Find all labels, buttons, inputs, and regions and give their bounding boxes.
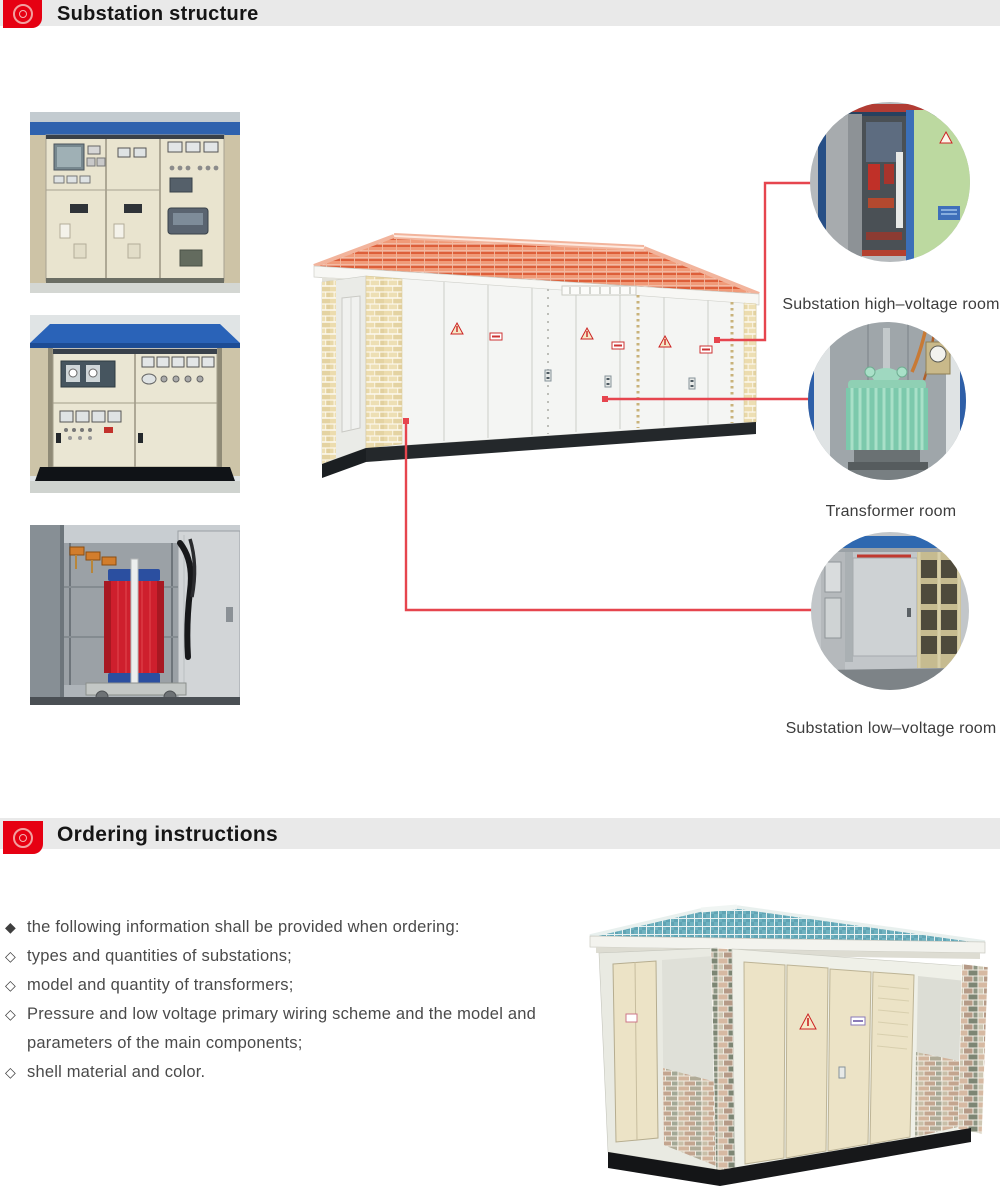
dry-transformer-illustration xyxy=(30,525,240,705)
substation-building-illustration-2 xyxy=(558,886,1000,1194)
list-item xyxy=(5,1058,585,1087)
list-item xyxy=(5,1000,585,1058)
lv-cabinets-illustration xyxy=(30,315,240,493)
list-item-text: the following information shall be provided when ordering: xyxy=(27,918,460,936)
section-bullet-icon xyxy=(3,0,42,28)
transformer-room-illustration xyxy=(808,322,966,480)
high-voltage-room-illustration xyxy=(810,102,970,262)
low-voltage-room-illustration xyxy=(811,532,969,690)
photo-transformer-room xyxy=(808,322,966,480)
substation-building-illustration xyxy=(312,226,760,480)
list-item xyxy=(5,971,585,1000)
substation-building-drawing xyxy=(312,226,760,480)
list-item-text: types and quantities of substations; xyxy=(27,947,292,965)
hv-switchgear-illustration xyxy=(30,112,240,293)
label-transformer-room: Transformer room xyxy=(825,503,957,520)
filled-diamond-bullet-icon: ◆ xyxy=(5,919,16,935)
photo-lv-cabinets xyxy=(30,315,240,493)
photo-high-voltage-room xyxy=(810,102,970,262)
list-item xyxy=(5,942,585,971)
label-low-voltage-room: Substation low–voltage room xyxy=(785,720,997,737)
substation-building-drawing-2 xyxy=(558,886,1000,1194)
hollow-diamond-bullet-icon: ◇ xyxy=(5,1064,16,1080)
target-rings-icon xyxy=(13,4,33,24)
list-item xyxy=(5,913,585,942)
list-item-text: model and quantity of transformers; xyxy=(27,976,294,994)
label-high-voltage-room: Substation high–voltage room xyxy=(782,296,1000,313)
hollow-diamond-bullet-icon: ◇ xyxy=(5,948,16,964)
section-bullet-icon-2 xyxy=(3,821,43,854)
section-title-structure: Substation structure xyxy=(57,3,259,25)
list-item-text: shell material and color. xyxy=(27,1063,206,1081)
section-title-ordering: Ordering instructions xyxy=(57,823,278,846)
hollow-diamond-bullet-icon: ◇ xyxy=(5,977,16,993)
ordering-list xyxy=(5,913,585,1087)
photo-dry-transformer xyxy=(30,525,240,705)
target-rings-icon xyxy=(13,828,33,848)
hollow-diamond-bullet-icon: ◇ xyxy=(5,1006,16,1022)
photo-low-voltage-room xyxy=(811,532,969,690)
list-item-text: Pressure and low voltage primary wiring scheme and the model and parameters of the main components; xyxy=(27,1005,536,1052)
photo-hv-switchgear xyxy=(30,112,240,293)
